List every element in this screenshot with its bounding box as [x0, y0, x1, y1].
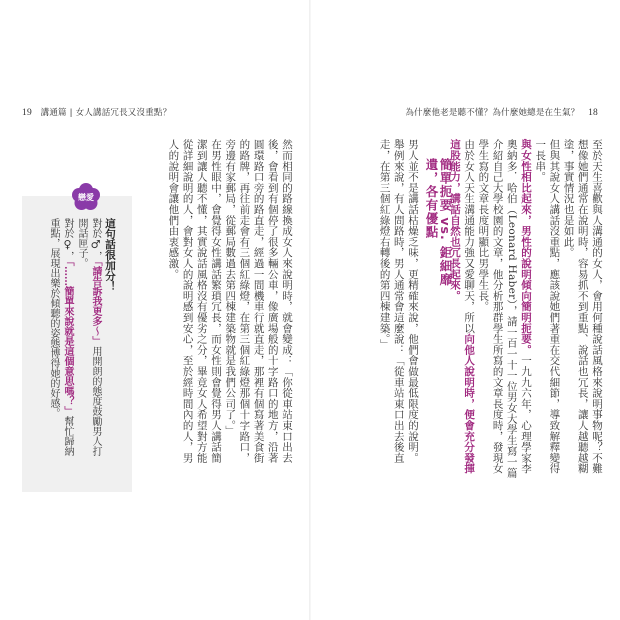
- left-paragraph-2: 在男性眼中，會覺得女性講話繁瑣冗長，而女性則會覺得男人講話簡潔到讓人聽不懂，其實說話風格沒有優劣之分，畢竟女人希望對方能從詳細說明的人，會對女人的說明感到安心，至於經時間內的人，男人的說明會讓他們由衷感激。: [167, 138, 222, 463]
- right-page-header: [405, 106, 598, 118]
- right-paragraph-1: 至於天生喜歡與人溝通的女人，會用何種說話風格來說明事物呢？不難想像她們通常在說明時，容易抓不到重點、說話也冗長，讓人越聽越糊塗，事實情況也是如此。: [562, 138, 603, 474]
- right-body-text: [448, 128, 604, 478]
- right-emphasis-2: 向他人說明時，便會充分發揮這股能力，講話自然也冗長起來。: [448, 138, 476, 474]
- tip-1-prefix: 對於: [90, 218, 101, 238]
- tip-1-quote: 「請告訴我更多～」: [90, 261, 101, 346]
- right-paragraph-3-body: 一九九六年，心理學家李奧納多．哈伯（Leonard Haber），請一百一十一位男女大學生寫一篇介紹自己大學校園的文章，他分析那群學生所寫的文章長度時，發現女學生寫的文章長度明顯比男學生長。: [477, 138, 532, 478]
- right-body-text-2: [330, 128, 420, 478]
- left-paragraph-1: 然而相同的路線換成女人來說明時，就會變成：「你從車站東口出去後，會看到有個停了很多輛公車，像廣場般的十字路口的地方，沿著圓環路口旁的路直走，經過一間機車行就直走，那裡有個寫著美食街的路牌，再往前走會有三個紅綠燈，在第三個紅綠燈那個十字路口，旁邊有家郵局，從郵局數過去第四棟建築物就是我們公司了。」: [224, 138, 293, 463]
- male-symbol-icon: ♂: [89, 238, 102, 251]
- right-page-number: 18: [588, 108, 598, 118]
- left-page-header: [22, 106, 171, 118]
- tip-1-tail: 用開朗的態度鼓勵男人打開話匣子。: [76, 218, 101, 456]
- flower-badge: [71, 182, 101, 212]
- right-paragraph-6: 舉例來說，有人問路時，男人通常會這麼說：「從車站東口出去後直走，在第三個紅綠燈右轉後的第四棟建築。」: [378, 138, 405, 463]
- sidebar-title: 這句話很加分！: [104, 218, 116, 292]
- sidebar-tip-1: 對於♂，「請告訴我更多～」用開朗的態度鼓勵男人打開話匣子。: [76, 218, 102, 456]
- badge-label: 戀愛: [78, 192, 94, 202]
- tip-2-prefix: 對於: [62, 218, 73, 238]
- sidebar-tip-2: 對於♀，「……簡單來說就是這個意思嗎？」幫忙歸納重點，展現出樂於傾聽的姿態博得她的好感。: [48, 218, 74, 456]
- tip-2-quote: 「……簡單來說就是這個意思嗎？」: [62, 261, 73, 416]
- right-page: [310, 0, 620, 620]
- left-body-text: [134, 128, 294, 470]
- left-page-number: 19: [22, 108, 32, 118]
- right-paragraph-2: 但與其說女人講話沒重點，應該說她們著重在交代細節，導致解釋變得一長串。: [534, 138, 561, 474]
- section-heading: 簡單扼要 vs. 鉅細靡遺，各有優點: [424, 158, 453, 287]
- left-running-title: 講通篇 | 女人講話冗長又沒重點？: [40, 108, 172, 118]
- sidebar-text: [30, 218, 102, 458]
- right-paragraph-5: 男人並不是講話枯燥乏味，更精確來說，他們會做最低限度的說明。: [407, 138, 419, 463]
- right-paragraph-4-body: 由於女人天生溝通能力強又愛聊天，所以: [463, 138, 476, 333]
- right-paragraph-3: [476, 128, 533, 478]
- tip-2-tail: 幫忙歸納重點，展現出樂於傾聽的姿態博得她的好感。: [48, 218, 73, 456]
- female-symbol-icon: ♀: [61, 238, 74, 251]
- right-running-title: 為什麼他老是聽不懂？為什麼她總是在生氣？: [405, 108, 580, 118]
- right-emphasis-1: 與女性相比起來，男性的說明傾向簡明扼要。: [519, 138, 532, 355]
